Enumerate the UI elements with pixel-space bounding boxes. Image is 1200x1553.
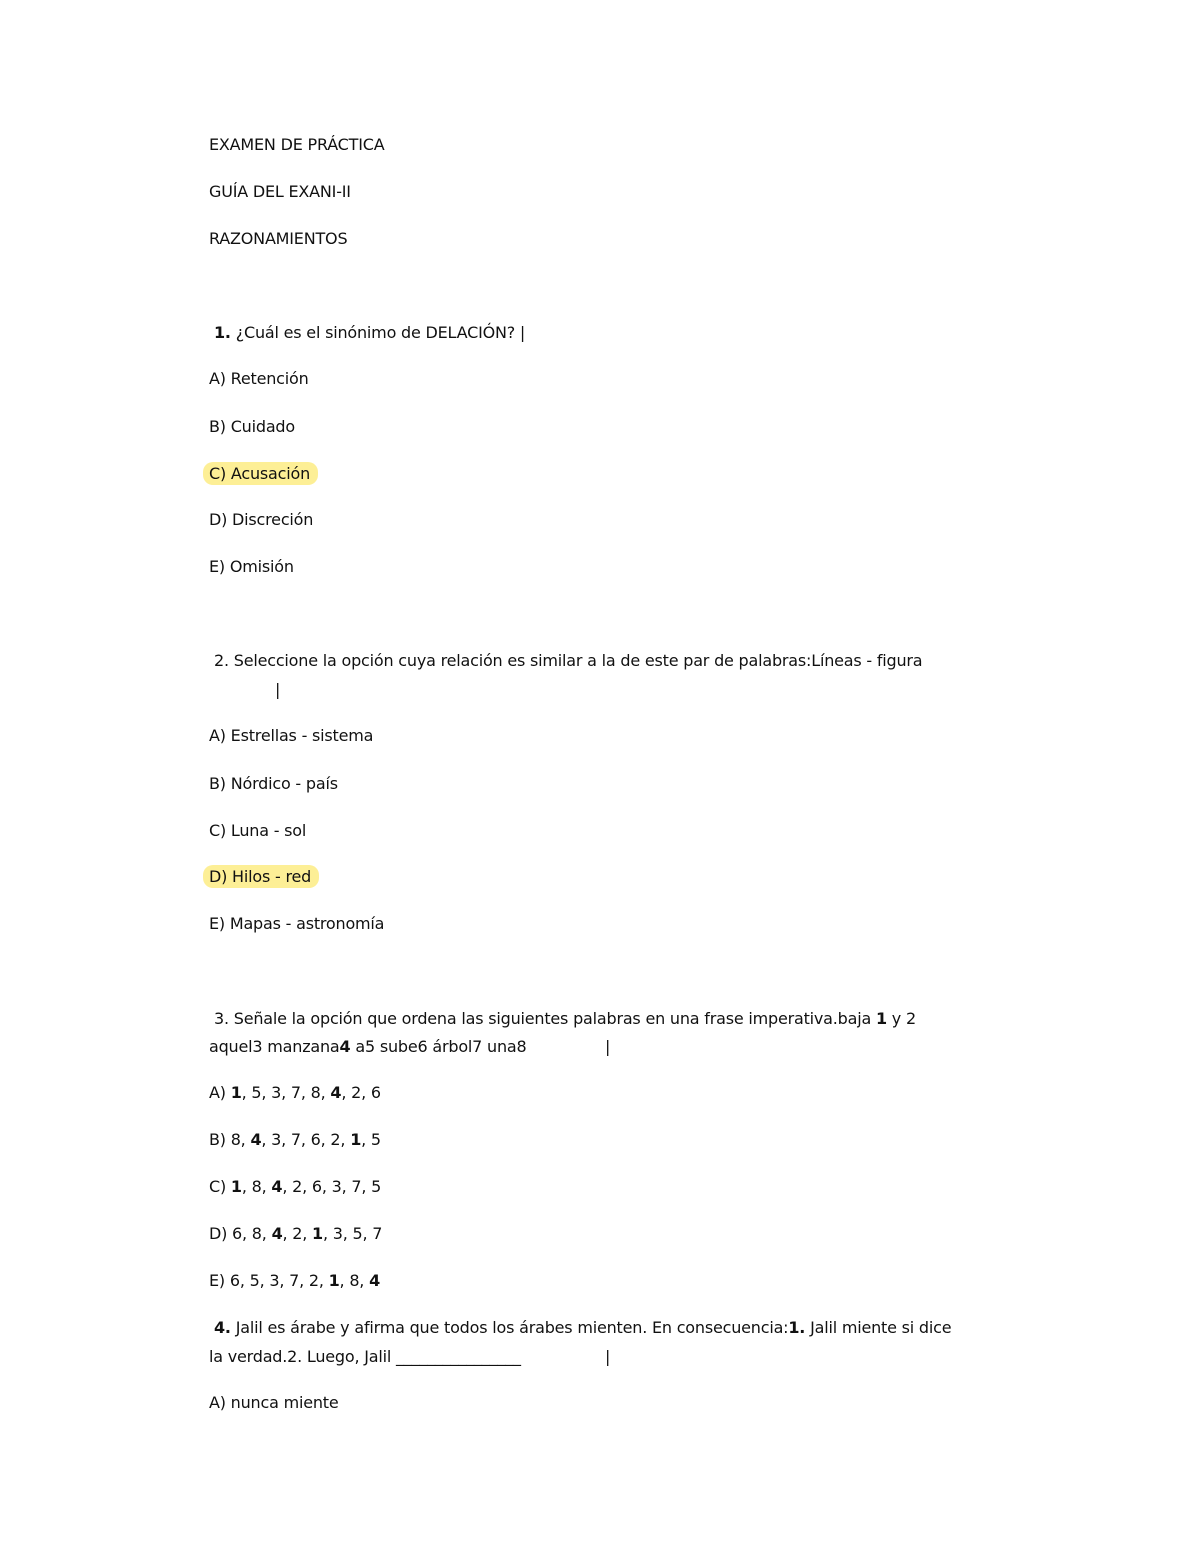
q1-option-b: B) Cuidado [209,417,295,436]
q2-option-c: C) Luna - sol [209,821,307,840]
q3-text-b: y 2 [886,1009,916,1028]
question-4-cursor: | [605,1347,611,1366]
q3-option-e: E) 6, 5, 3, 7, 2, 1, 8, 4 [209,1271,381,1290]
question-3-line-1 [214,1009,916,1029]
q4-bold-1: 1. [788,1318,806,1337]
question-3-line-2 [209,1037,527,1057]
q3-option-c: C) 1, 8, 4, 2, 6, 3, 7, 5 [209,1177,382,1196]
q4-text-b: Jalil miente si dice [805,1318,952,1337]
question-4-line-2: la verdad.2. Luego, Jalil ________________ [209,1347,521,1366]
q3-text-a: 3. Señale la opción que ordena las siguientes palabras en una frase imperativa.baja [214,1009,876,1028]
question-1 [214,323,525,343]
q1-option-c-answer [209,464,318,484]
question-1-text: ¿Cuál es el sinónimo de DELACIÓN? | [230,323,526,342]
answer-highlight: C) Acusación [203,462,318,485]
answer-highlight: D) Hilos - red [203,865,319,888]
q2-option-d-answer [209,867,319,887]
q4-option-a: A) nunca miente [209,1393,339,1412]
q3-bold-4: 4 [339,1037,351,1056]
q4-text-a: Jalil es árabe y afirma que todos los árabes mienten. En consecuencia: [230,1318,789,1337]
q3-bold-1: 1 [875,1009,887,1028]
q2-option-a: A) Estrellas - sistema [209,726,374,745]
q3-option-b: B) 8, 4, 3, 7, 6, 2, 1, 5 [209,1130,381,1149]
guide-title: GUÍA DEL EXANI-II [209,182,351,201]
exam-title: EXAMEN DE PRÁCTICA [209,135,385,154]
q2-option-e: E) Mapas - astronomía [209,914,385,933]
question-4-line-1 [214,1318,951,1338]
question-4-number: 4. [214,1318,231,1337]
q2-option-b: B) Nórdico - país [209,774,338,793]
q1-option-d: D) Discreción [209,510,314,529]
q3-text-d: a5 sube6 árbol7 una8 [350,1037,527,1056]
question-1-number: 1. [214,323,231,342]
q1-option-a: A) Retención [209,369,309,388]
question-2: 2. Seleccione la opción cuya relación es similar a la de este par de palabras:Líneas - figura [214,651,923,670]
section-title: RAZONAMIENTOS [209,229,348,248]
question-3-cursor: | [605,1037,611,1056]
q3-option-d: D) 6, 8, 4, 2, 1, 3, 5, 7 [209,1224,383,1243]
q1-option-e: E) Omisión [209,557,294,576]
q3-text-c: aquel3 manzana [209,1037,340,1056]
q3-option-a: A) 1, 5, 3, 7, 8, 4, 2, 6 [209,1083,381,1102]
question-2-cursor: | [275,680,281,699]
